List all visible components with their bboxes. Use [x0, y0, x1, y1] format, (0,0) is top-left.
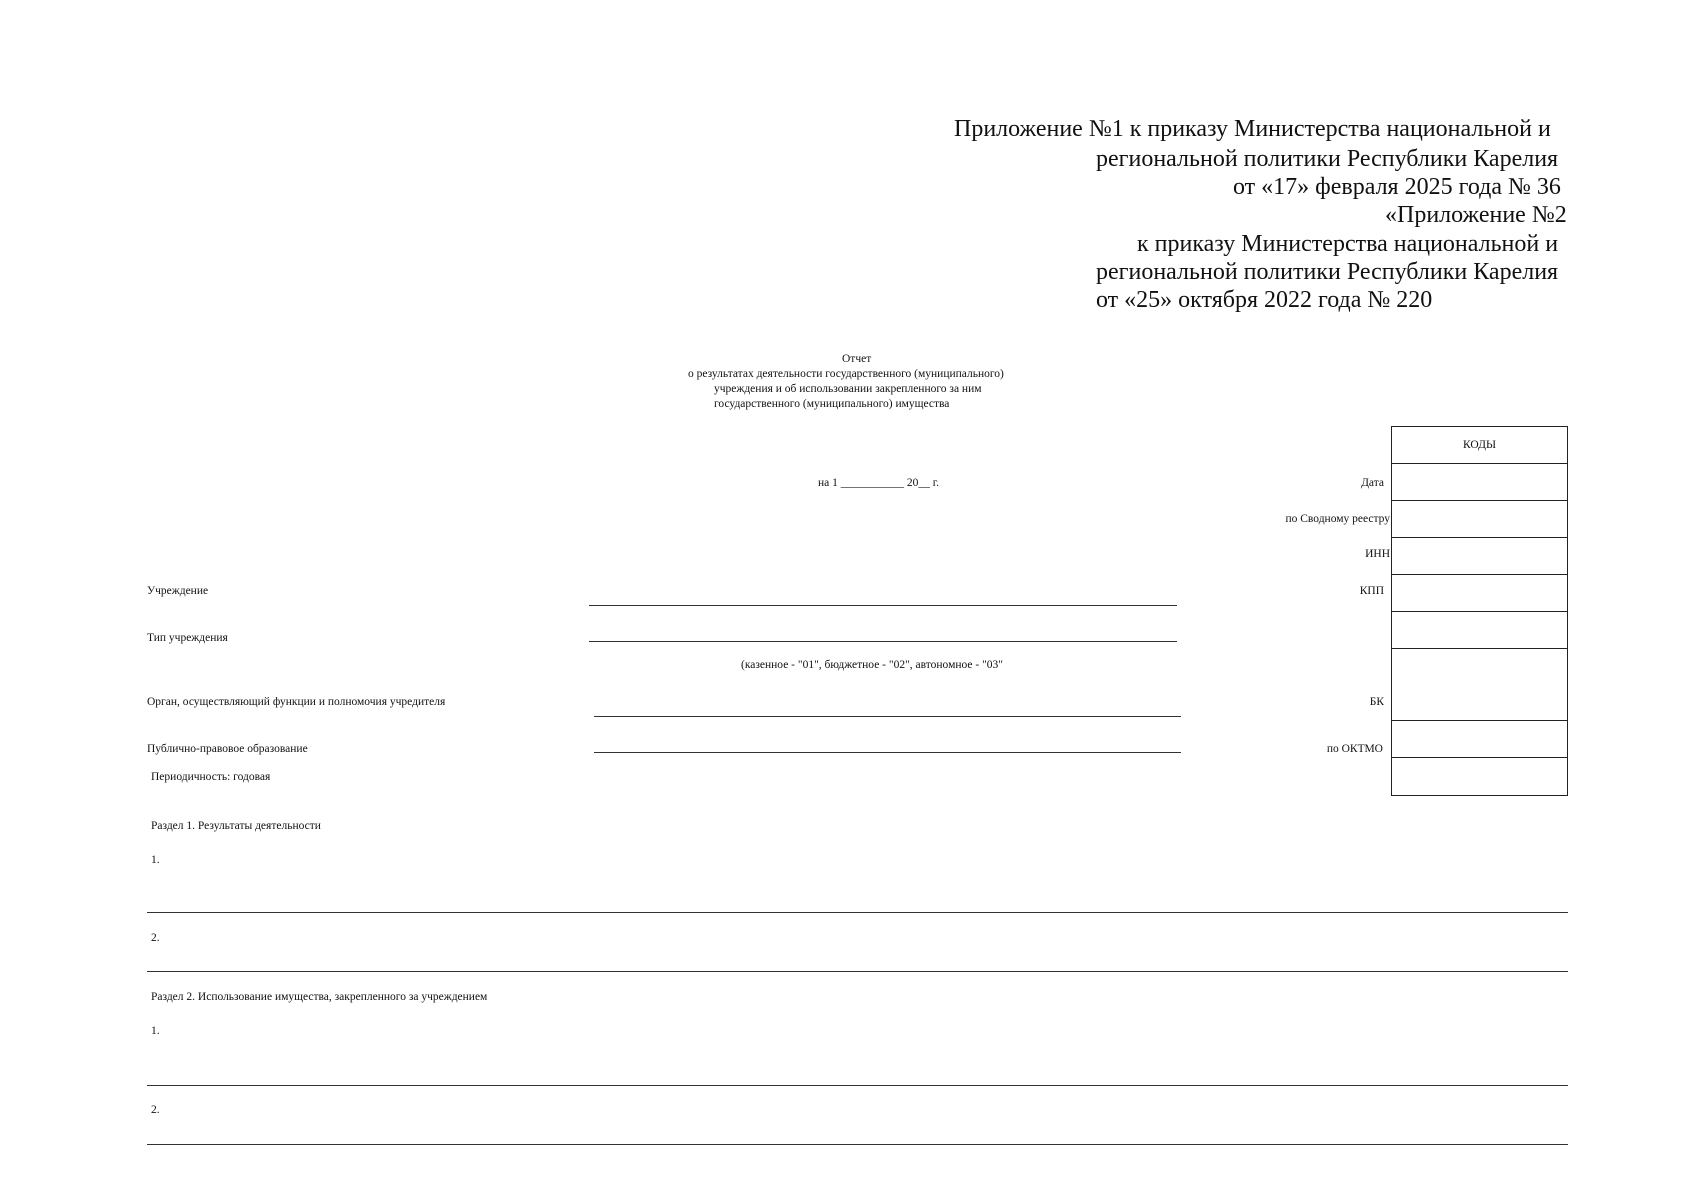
field-periodicity: Периодичность: годовая: [151, 771, 271, 783]
code-cell-oktmo[interactable]: [1392, 721, 1567, 758]
code-cell-bk[interactable]: [1392, 649, 1567, 721]
code-label-inn: ИНН: [1365, 548, 1390, 560]
field-institution-line[interactable]: [589, 605, 1177, 606]
report-date-line: на 1 ___________ 20__ г.: [818, 477, 940, 489]
section-2-item-2: 2.: [151, 1104, 160, 1116]
report-title-line-4: государственного (муниципального) имущества: [714, 398, 950, 410]
code-cell-extra[interactable]: [1392, 758, 1567, 795]
code-cell-date[interactable]: [1392, 464, 1567, 501]
section-2-item-1: 1.: [151, 1025, 160, 1037]
appendix-line-5: к приказу Министерства национальной и: [1137, 231, 1559, 257]
field-institution-label: Учреждение: [147, 585, 209, 597]
code-cell-empty[interactable]: [1392, 612, 1567, 649]
section-2-title: Раздел 2. Использование имущества, закрепленного за учреждением: [151, 991, 488, 1003]
field-institution-type-line[interactable]: [589, 641, 1177, 642]
code-label-kpp: КПП: [1359, 585, 1384, 597]
section-2-item-2-line[interactable]: [147, 1144, 1568, 1145]
code-cell-inn[interactable]: [1392, 538, 1567, 575]
appendix-line-3: от «17» февраля 2025 года № 36: [1233, 174, 1561, 200]
section-1-item-1-line[interactable]: [147, 912, 1568, 913]
section-1-title: Раздел 1. Результаты деятельности: [151, 820, 321, 832]
code-label-oktmo: по ОКТМО: [1326, 743, 1383, 755]
field-founder-body-label: Орган, осуществляющий функции и полномочия учредителя: [147, 696, 446, 708]
report-title-line-3: учреждения и об использовании закрепленного за ним: [714, 383, 982, 395]
field-institution-type-label: Тип учреждения: [147, 632, 228, 644]
appendix-line-6: региональной политики Республики Карелия: [1096, 259, 1559, 285]
code-cell-kpp[interactable]: [1392, 575, 1567, 612]
section-2-item-1-line[interactable]: [147, 1085, 1568, 1086]
code-label-bk: БК: [1369, 696, 1384, 708]
report-title-line-2: о результатах деятельности государственного (муниципального): [688, 368, 1004, 380]
appendix-line-1: Приложение №1 к приказу Министерства национальной и: [954, 116, 1551, 142]
field-founder-body-line[interactable]: [594, 716, 1181, 717]
field-institution-type-hint: (казенное - "01", бюджетное - "02", автономное - "03": [741, 659, 1003, 671]
codes-header: КОДЫ: [1392, 427, 1567, 464]
field-public-entity-line[interactable]: [594, 752, 1181, 753]
appendix-line-7: от «25» октября 2022 года № 220: [1096, 287, 1433, 313]
appendix-line-2: региональной политики Республики Карелия: [1096, 146, 1559, 172]
appendix-line-4: «Приложение №2: [1385, 202, 1567, 228]
code-label-date: Дата: [1361, 477, 1384, 489]
field-public-entity-label: Публично-правовое образование: [147, 743, 308, 755]
code-cell-registry[interactable]: [1392, 501, 1567, 538]
report-title-line-1: Отчет: [842, 353, 872, 365]
codes-table: [1391, 426, 1568, 796]
section-1-item-2-line[interactable]: [147, 971, 1568, 972]
section-1-item-2: 2.: [151, 932, 160, 944]
section-1-item-1: 1.: [151, 854, 160, 866]
code-label-registry: по Сводному реестру: [1285, 513, 1390, 525]
